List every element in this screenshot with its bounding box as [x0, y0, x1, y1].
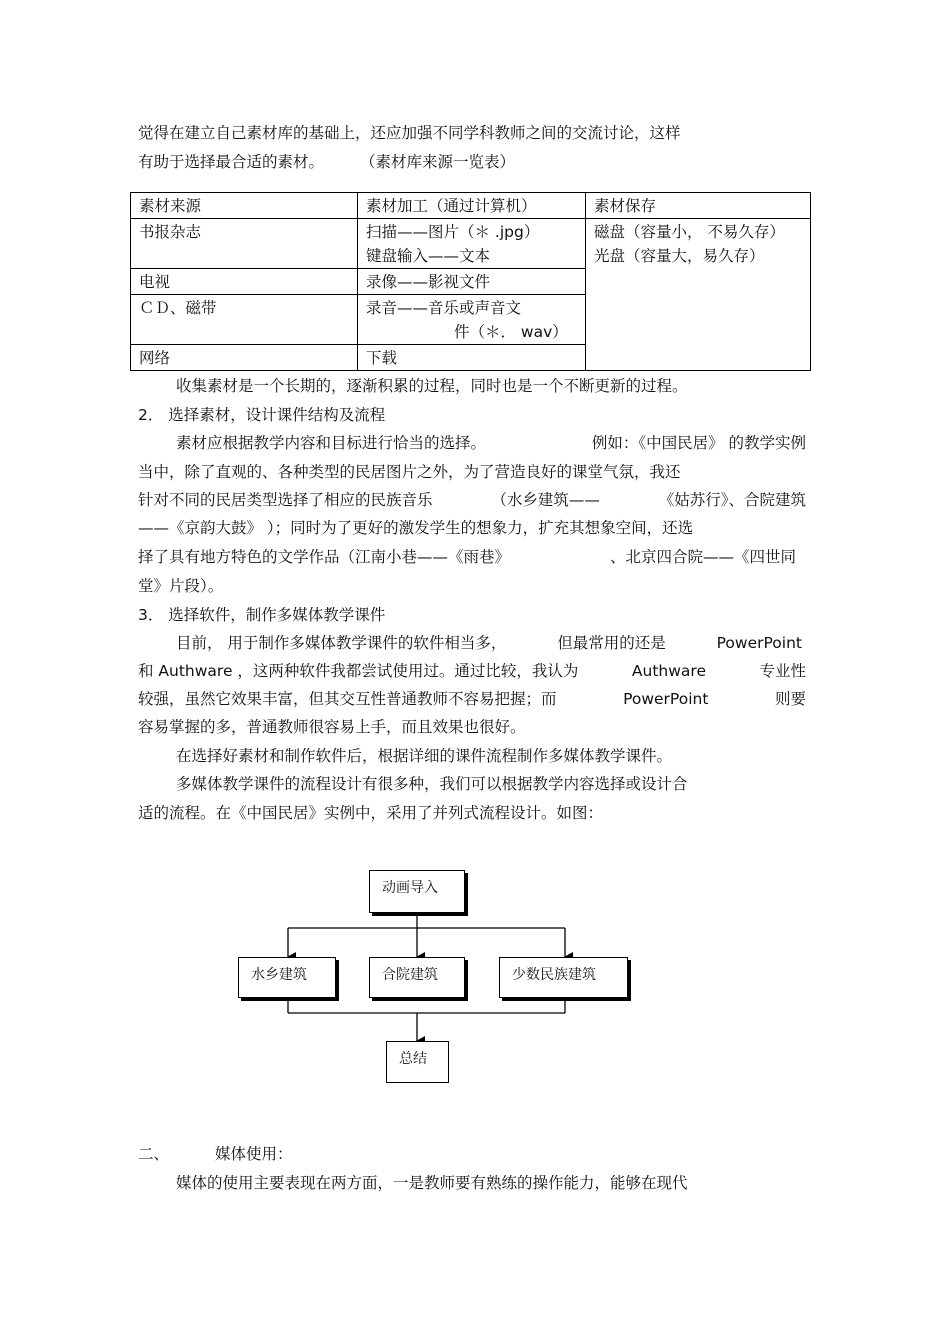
- text-span: 专业性: [759, 662, 806, 680]
- para2-line-2: 当中，除了直观的、各种类型的民居图片之外，为了营造良好的课堂气氛，我还: [138, 463, 681, 481]
- text-span: 较强，虽然它效果丰富，但其交互性普通教师不容易把握；而: [138, 690, 557, 708]
- storage-line: 磁盘（容量小， 不易久存）: [594, 223, 785, 241]
- table-cell-source: 书报杂志: [131, 219, 358, 269]
- text-span: 则要: [774, 690, 806, 708]
- text-span: 择了具有地方特色的文学作品（江南小巷——《雨巷》: [138, 548, 511, 566]
- process-line: 键盘输入——文本: [366, 247, 491, 265]
- table-caption: （素材库来源一览表）: [360, 153, 516, 171]
- table-cell-source: 网络: [131, 345, 358, 371]
- para5-line-1: 多媒体教学课件的流程设计有很多种，我们可以根据教学内容选择或设计合: [176, 775, 688, 793]
- text-span: PowerPoint: [716, 634, 802, 652]
- para2-line-4: ——《京韵大鼓》 ）；同时为了更好的激发学生的想象力，扩充其想象空间，还选: [138, 519, 694, 537]
- intro-line-2-text: 有助于选择最合适的素材。: [138, 153, 325, 171]
- paragraph-make: 在选择好素材和制作软件后，根据详细的课件流程制作多媒体教学课件。: [176, 747, 673, 765]
- process-line: 录音——音乐或声音文: [366, 299, 522, 317]
- para5-line-2: 适的流程。在《中国民居》实例中，采用了并列式流程设计。如图：: [138, 804, 604, 822]
- flow-box-courtyard: 合院建筑: [369, 957, 465, 998]
- process-line: 件（＊． wav）: [454, 323, 568, 341]
- intro-line-1: 觉得在建立自己素材库的基础上，还应加强不同学科教师之间的交流讨论，这样: [138, 124, 681, 142]
- text-span: 例如：《中国民居》 的教学实例: [591, 434, 806, 452]
- flow-box-intro: 动画导入: [369, 870, 465, 913]
- text-span: 目前， 用于制作多媒体教学课件的软件相当多，: [176, 634, 507, 652]
- para2-line-6: 堂》片段）。: [138, 577, 224, 595]
- table-header: 素材保存: [586, 193, 811, 219]
- section-2-paragraph: 媒体的使用主要表现在两方面，一是教师要有熟练的操作能力，能够在现代: [176, 1174, 688, 1192]
- flow-box-minority: 少数民族建筑: [499, 957, 628, 998]
- table-cell-source: ＣＤ、磁带: [131, 295, 358, 345]
- text-span: （水乡建筑——: [491, 491, 600, 509]
- text-span: Authware: [631, 662, 706, 680]
- flow-box-summary: 总结: [386, 1041, 449, 1083]
- heading-3: 3． 选择软件，制作多媒体教学课件: [138, 606, 386, 624]
- paragraph-collect: 收集素材是一个长期的，逐渐积累的过程，同时也是一个不断更新的过程。: [176, 377, 688, 395]
- table-header: 素材来源: [131, 193, 358, 219]
- table-cell-source: 电视: [131, 269, 358, 295]
- process-line: 扫描——图片（＊ .jpg）: [366, 223, 540, 241]
- flow-box-water-town: 水乡建筑: [238, 957, 336, 998]
- table-header: 素材加工（通过计算机）: [358, 193, 586, 219]
- heading-2: 2． 选择素材，设计课件结构及流程: [138, 406, 386, 424]
- text-span: 素材应根据教学内容和目标进行恰当的选择。: [176, 434, 487, 452]
- section-title: 媒体使用：: [215, 1145, 293, 1163]
- section-2-heading: [138, 1143, 293, 1165]
- section-number: 二、: [138, 1145, 170, 1163]
- text-span: PowerPoint: [623, 690, 709, 708]
- text-span: 针对不同的民居类型选择了相应的民族音乐: [138, 491, 433, 509]
- table-cell-process: 下载: [358, 345, 586, 371]
- text-span: 但最常用的还是: [557, 634, 666, 652]
- table-cell-process: 录像——影视文件: [358, 269, 586, 295]
- storage-line: 光盘（容量大，易久存）: [594, 247, 765, 265]
- text-span: 《姑苏行》、合院建筑: [658, 491, 806, 509]
- para3-line-4: 容易掌握的多，普通教师很容易上手，而且效果也很好。: [138, 718, 526, 736]
- text-span: 和 Authware ，这两种软件我都尝试使用过。通过比较，我认为: [138, 662, 579, 680]
- text-span: 、北京四合院——《四世同: [609, 548, 796, 566]
